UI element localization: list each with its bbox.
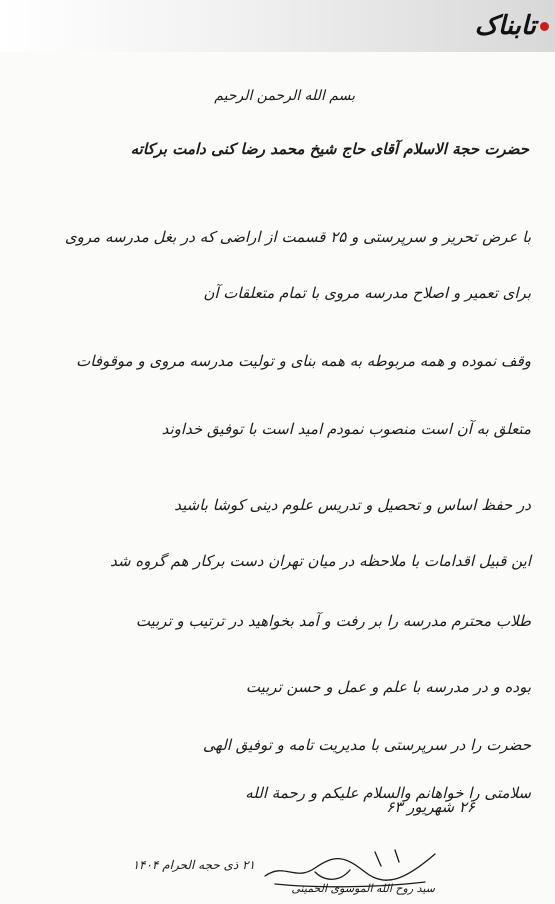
letter-body-line: متعلق به آن است منصوب نمودم امید است با توفیق خداوند (161, 420, 531, 438)
letter-body-line: وقف نموده و همه مربوطه به همه بنای و تولیت مدرسه مروی و موقوفات (76, 352, 531, 370)
bismillah-heading: بسم الله الرحمن الرحیم (214, 88, 355, 104)
letter-body-line: در حفظ اساس و تحصیل و تدریس علوم دینی کوشا باشید (174, 496, 531, 514)
letter-body-line: با عرض تحریر و سرپرستی و ۲۵ قسمت از اراضی که در بغل مدرسه مروی (64, 228, 531, 246)
site-logo (475, 6, 549, 46)
letter-closing-date: ۲۶ شهریور ۶۳ (386, 798, 475, 816)
letter-body-line: طلاب محترم مدرسه را بر رفت و آمد بخواهید در ترتیب و تربیت (135, 612, 531, 630)
header-band (0, 0, 555, 52)
letter-body-line: برای تعمیر و اصلاح مدرسه مروی با تمام متعلقات آن (203, 284, 531, 302)
letter-address: حضرت حجة الاسلام آقای حاج شیخ محمد رضا کنی دامت برکاته (130, 140, 529, 158)
logo-text: تابناک (474, 11, 536, 41)
letter-body-line: سلامتی را خواهانم والسلام علیکم و رحمة الله (245, 784, 531, 802)
letter-body-line: این قبیل اقدامات با ملاحظه در میان تهران دست برکار هم گروه شد (110, 552, 531, 570)
letter-body-line: بوده و در مدرسه با علم و عمل و حسن تربیت (245, 678, 531, 696)
logo-dot-icon (540, 22, 549, 31)
letter-body-line: حضرت را در سرپرستی با مدیریت تامه و توفیق الهی (202, 736, 531, 754)
letter-date-line: ۲۱ ذی حجه الحرام ۱۴۰۴ (132, 858, 255, 872)
handwritten-letter (0, 52, 555, 904)
signature-name: سید روح الله الموسوی الخمینی (291, 882, 435, 895)
